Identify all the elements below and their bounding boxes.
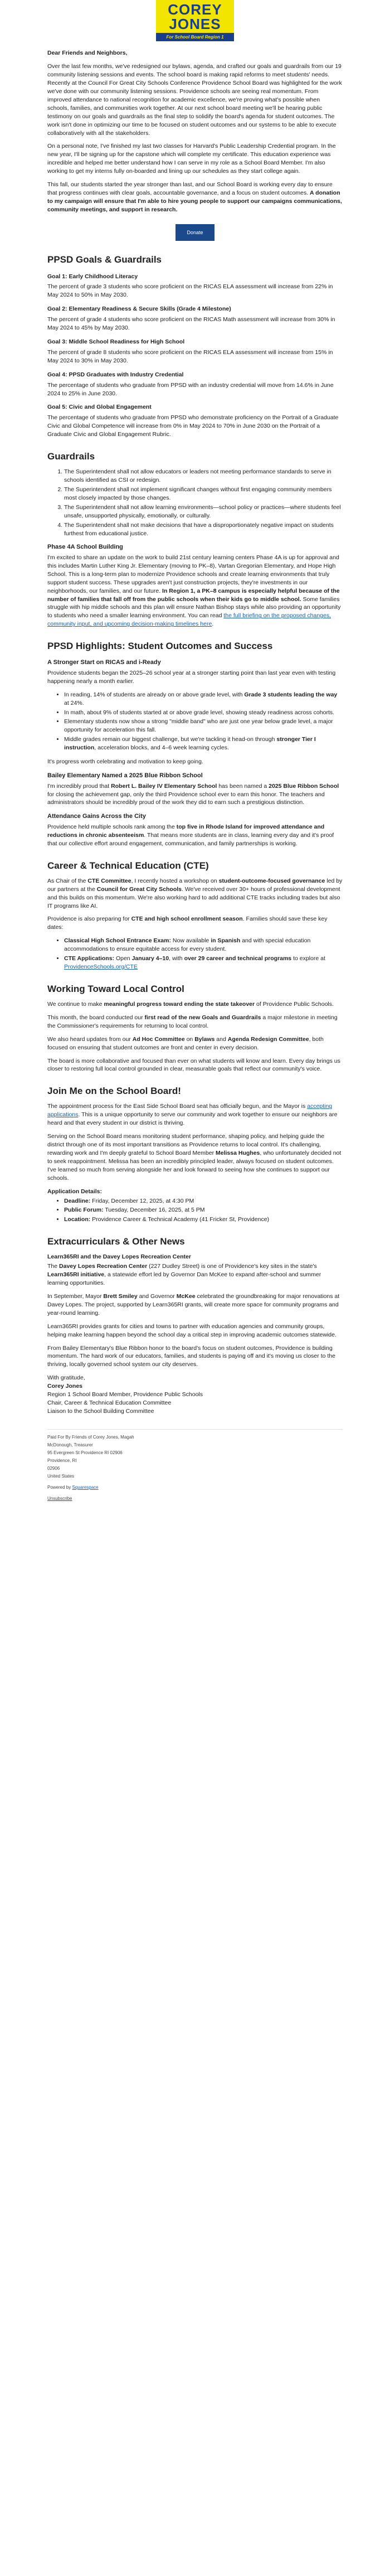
attendance-pre: Providence held multiple schools rank among the xyxy=(47,823,177,830)
cte-p2-post: . Families should save these key dates: xyxy=(47,916,328,931)
goal-text: The percent of grade 8 students who score proficient on the RICAS ELA assessment will increase from 15% in May 2024 to 30% in May 2030. xyxy=(47,348,333,364)
logo-name-bottom: JONES xyxy=(169,16,221,32)
goal-title: Goal 1: Early Childhood Literacy xyxy=(47,273,138,280)
extra-p1-bold-2: Learn365RI initiative xyxy=(47,1271,105,1279)
footer-city: Providence, RI xyxy=(47,1458,77,1463)
intro-3-text: This fall, our students started the year stronger than last, and our School Board is working every day to ensure that progress continues with clear goals, accountable governance, and a focus on student outcomes. xyxy=(47,181,333,196)
guardrails-heading: Guardrails xyxy=(47,451,95,462)
cte-p1-bold-1: CTE Committee xyxy=(87,877,131,884)
bailey-post: for closing the achievement gap, only the third Providence school ever to earn this honor. The teachers and administrators should be incredibly proud of the work they did to earn such a prestigious distinction. xyxy=(47,791,325,806)
local-p3-bold-2: Bylaws xyxy=(194,1035,215,1043)
cte-b2-label: CTE Applications: xyxy=(64,955,115,962)
cte-b2-pre: Open xyxy=(114,955,132,962)
cte-p1-pre: As Chair of the xyxy=(47,877,88,884)
extra-paragraph-2 xyxy=(47,1292,343,1318)
extra-p2-mid: and Governor xyxy=(137,1292,177,1300)
goal-title: Goal 3: Middle School Readiness for High School xyxy=(47,338,185,345)
ricas-close: It's progress worth celebrating and motivation to keep going. xyxy=(47,758,203,766)
goals-heading: PPSD Goals & Guardrails xyxy=(47,254,162,265)
footer-treasurer: McDonough, Treasurer xyxy=(47,1442,93,1447)
list-item xyxy=(64,937,343,953)
goal-title: Goal 5: Civic and Global Engagement xyxy=(47,404,152,411)
local-p3-bold-1: Ad Hoc Committee xyxy=(132,1035,185,1043)
detail-label: Deadline: xyxy=(64,1197,91,1204)
signature-name: Corey Jones xyxy=(47,1383,83,1390)
bailey-bold-1: Robert L. Bailey IV Elementary School xyxy=(111,782,217,790)
cte-b1-pre: Now available xyxy=(170,937,211,945)
cte-b2-bold: January 4–10 xyxy=(131,955,169,962)
cte-p1-post: . We've received over 30+ hours of professional development and this builds on this momentum. We're also working hard to add additional CTE tracks including trades but also IT programs like AI. xyxy=(47,885,340,909)
extra-paragraph-1 xyxy=(47,1262,343,1287)
attendance-post: . That means more students are in class, learning every day and it's proof that our collective effort around engagement, communication, and family partnerships is working. xyxy=(47,831,334,847)
ricas-b4-bold: stronger Tier I instruction xyxy=(64,736,316,752)
ricas-list xyxy=(47,691,343,752)
extracurriculars-heading: Extracurriculars & Other News xyxy=(47,1236,185,1247)
join-p1-pre: The appointment process for the East Side School Board seat has officially begun, and the Mayor is xyxy=(47,1103,308,1110)
footer-address: 95 Evergreen St Providence RI 02906 xyxy=(47,1450,123,1455)
signature-block xyxy=(47,1374,343,1416)
local-control-heading: Working Toward Local Control xyxy=(47,983,184,994)
extra-p1-pre: The xyxy=(47,1263,60,1270)
goal-3 xyxy=(47,338,343,365)
join-paragraph-2 xyxy=(47,1132,343,1182)
cte-link[interactable]: ProvidenceSchools.org/CTE xyxy=(64,963,138,970)
applications-link[interactable]: accepting applications xyxy=(47,1103,333,1118)
goal-title: Goal 2: Elementary Readiness & Secure Skills (Grade 4 Milestone) xyxy=(47,306,231,313)
logo-subtitle: For School Board Region 1 xyxy=(156,33,234,41)
ricas-heading: A Stronger Start on RICAS and i-Ready xyxy=(47,659,161,666)
local-p1-pre: We continue to make xyxy=(47,1000,104,1008)
join-p2-bold: Melissa Hughes xyxy=(216,1149,260,1156)
join-p1-post: . This is a unique opportunity to serve our community and work together to ensure our neighbors are heard and that every student in our district is thriving. xyxy=(47,1111,338,1127)
newsletter xyxy=(47,0,343,1502)
cte-paragraph-2 xyxy=(47,915,343,932)
cte-b1-label: Classical High School Entrance Exam: xyxy=(64,937,171,945)
intro-paragraph-3 xyxy=(47,181,343,214)
local-p3-bold-3: Agenda Redesign Committee xyxy=(227,1035,309,1043)
list-item xyxy=(64,735,343,752)
footer-powered xyxy=(47,1484,343,1491)
application-details-heading: Application Details: xyxy=(47,1188,103,1195)
goal-2 xyxy=(47,305,343,332)
list-item xyxy=(64,1206,343,1214)
donate-button[interactable]: Donate xyxy=(176,224,214,241)
phase-text-2: Some families struggle with hip middle schools and this plan will ensure Nathan Bishop stays while also providing an opportunity to students who need a smaller learning environment. You can read xyxy=(47,595,341,619)
ricas-b4-pre: Middle grades remain our biggest challenge, but we're tackling it head-on through xyxy=(64,736,277,743)
cte-p2-bold: CTE and high school enrollment season xyxy=(131,916,243,923)
list-item: • In math, about 9% of students started at or above grade level, showing steady readiness across cohorts. xyxy=(64,709,343,717)
list-item: 2. The Superintendent shall not implement significant changes without first engaging community members most closely impacted by those changes. xyxy=(64,486,343,502)
footer-unsubscribe xyxy=(47,1495,343,1502)
campaign-logo xyxy=(156,0,234,41)
local-p1-bold: meaningful progress toward ending the state takeover xyxy=(104,1000,255,1008)
detail-value: Tuesday, December 16, 2025, at 5 PM xyxy=(103,1207,205,1214)
goal-1 xyxy=(47,273,343,300)
local-paragraph-1 xyxy=(47,1000,343,1009)
signoff: With gratitude, xyxy=(47,1374,85,1382)
attendance-heading: Attendance Gains Across the City xyxy=(47,813,146,820)
local-paragraph-2 xyxy=(47,1014,343,1030)
goal-5 xyxy=(47,403,343,439)
briefing-link[interactable]: the full briefing on the proposed changes, community input, and upcoming decision-making timelines here xyxy=(47,612,332,628)
detail-label: Public Forum: xyxy=(64,1207,104,1214)
phase-text: I'm excited to share an update on the work to build 21st century learning centers Phase 4A is up for approval and this includes Martin Luther King Jr. Elementary (moving to PK–8), Vartan Gregorian Elementary, and Hope High School. This is a long-term plan to modernize Providence schools and create learning environments that truly support student success. These upgrades aren't just construction projects, they're investments in our neighborhoods, our families, and our future. xyxy=(47,554,339,594)
bailey-paragraph xyxy=(47,782,343,807)
signature-title: Chair, Career & Technical Education Committee xyxy=(47,1399,172,1406)
cte-dates-list xyxy=(47,937,343,971)
cte-b1-bold: in Spanish xyxy=(211,937,241,945)
list-item: 3. The Superintendent shall not allow learning environments—school policy or practices—where students feel unsafe, unsupported physically, emotionally, or culturally. xyxy=(64,503,343,520)
greeting: Dear Friends and Neighbors, xyxy=(47,50,128,57)
ricas-b1-post: at 24%. xyxy=(64,699,84,706)
footer-divider xyxy=(47,1429,343,1430)
local-paragraph-4: The board is more collaborative and focused than ever on what students will know and learn. Every day brings us closer to restoring full local control grounded in clear, measurable goals that reflect our community's voice. xyxy=(47,1057,340,1073)
extra-p2-bold-1: Brett Smiley xyxy=(103,1292,138,1300)
attendance-paragraph xyxy=(47,823,343,848)
list-item xyxy=(64,1197,343,1205)
goal-text: The percentage of students who graduate from PPSD with an industry credential will move from 14.6% in June 2024 to 25% in June 2030. xyxy=(47,381,334,397)
cte-heading: Career & Technical Education (CTE) xyxy=(47,860,209,871)
local-p3-post: , both focused on ensuring that student outcomes are front and center in every decision. xyxy=(47,1035,324,1051)
signature-title: Liaison to the School Building Committee xyxy=(47,1407,154,1415)
detail-value: Providence Career & Technical Academy (41 Fricker St, Providence) xyxy=(90,1216,270,1223)
detail-label: Location: xyxy=(64,1216,91,1223)
goal-text: The percent of grade 4 students who score proficient on the RICAS Math assessment will increase from 30% in May 2024 to 45% by May 2030. xyxy=(47,316,335,332)
application-details-list xyxy=(47,1197,343,1224)
list-item xyxy=(64,691,343,708)
logo-name-top: COREY xyxy=(168,1,222,18)
cte-p1-bold-2: student-outcome-focused governance xyxy=(218,877,325,884)
cte-p1-bold-3: Council for Great City Schools xyxy=(96,885,182,893)
ricas-intro: Providence students began the 2025–26 school year at a stronger starting point than last year even with testing happening nearly a month earlier. xyxy=(47,669,336,685)
cte-p1-mid-2: led by our partners at the xyxy=(47,877,343,893)
footer-zip: 02906 xyxy=(47,1465,60,1471)
ricas-b1-pre: In reading, 14% of students are already on or above grade level, with xyxy=(64,691,245,698)
local-p3-pre: We also heard updates from our xyxy=(47,1035,133,1043)
ricas-b1-bold: Grade 3 students leading the way xyxy=(244,691,338,698)
intro-paragraph-2: On a personal note, I've finished my last two classes for Harvard's Public Leadership Credential program. In the new year, I'll be signing up for the capstone which will complete my certificate. This education experience was incredible and helped me better understand how I can serve in my role as a School Board Member. I'm also working to get my interns fully on-boarded and lining up our schedules as they start college again. xyxy=(47,143,336,175)
cte-b2-post: to explore at xyxy=(291,955,325,962)
extra-p2-post: celebrated the groundbreaking for major renovations at Davey Lopes. The project, supported by Learn365RI grants, will create more space for community programs and year-round learning. xyxy=(47,1292,340,1316)
local-p2-post: a major milestone in meeting the Commissioner's requirements for returning to local control. xyxy=(47,1014,338,1029)
goal-4 xyxy=(47,371,343,398)
cte-b2-bold-2: over 29 career and technical programs xyxy=(184,955,292,962)
join-p2-pre: Serving on the School Board means monitoring student performance, shaping policy, and helping guide the district through one of its most important transitions as Providence returns to local control. It's challenging, rewarding work and I'm deeply grateful to School Board Member xyxy=(47,1133,325,1156)
unsubscribe-link[interactable]: Unsubscribe xyxy=(47,1495,72,1501)
attendance-bold: top five in Rhode Island for improved attendance and reductions in chronic absenteeism xyxy=(47,823,325,839)
extra-p1-bold-1: Davey Lopes Recreation Center xyxy=(59,1263,148,1270)
extra-p1-mid: (227 Dudley Street) is one of Providence's key sites in the state's xyxy=(147,1263,317,1270)
bailey-mid: has been named a xyxy=(217,782,269,790)
ricas-b4-post: , acceleration blocks, and 4–6 week learning cycles. xyxy=(94,744,229,752)
goal-text: The percentage of students who graduate from PPSD who demonstrate proficiency on the Portrait of a Graduate Civic and Global Competence will increase from 0% in May 2024 to 70% in June 2030 on the Portrait of a Graduate Civic and Global Engagement Rubric. xyxy=(47,414,339,438)
list-item: • Elementary students now show a strong "middle band" who are just one year below grade level, a major opportunity for acceleration this fall. xyxy=(64,718,343,734)
local-paragraph-3 xyxy=(47,1035,343,1052)
extra-p1-post: , a statewide effort led by Governor Dan McKee to expand after-school and summer learning opportunities. xyxy=(47,1271,321,1287)
local-p3-mid-2: and xyxy=(214,1035,228,1043)
extra-p2-bold-2: McKee xyxy=(176,1292,196,1300)
extra-paragraph-4: From Bailey Elementary's Blue Ribbon honor to the board's focus on student outcomes, Providence is building momentum. The hard work of our educators, families, and students is paying off and it's moving us closer to the thriving, locally governed school system our city deserves. xyxy=(47,1344,335,1368)
local-p2-pre: This month, the board conducted our xyxy=(47,1014,145,1021)
cte-b2-mid: , with xyxy=(169,955,184,962)
bailey-bold-2: 2025 Blue Ribbon School xyxy=(269,782,339,790)
list-item: 4. The Superintendent shall not make decisions that have a disproportionately negative impact on students furthest from educational justice. xyxy=(64,521,343,538)
footer-country: United States xyxy=(47,1473,75,1479)
highlights-heading: PPSD Highlights: Student Outcomes and Success xyxy=(47,641,273,652)
learn365-subheading: Learn365RI and the Davey Lopes Recreation Center xyxy=(47,1253,191,1261)
cte-b1-post: and with special education accommodations to ensure equitable access for every student. xyxy=(64,937,311,953)
guardrails-list xyxy=(47,468,343,538)
local-p3-mid: on xyxy=(184,1035,195,1043)
cte-p2-pre: Providence is also preparing for xyxy=(47,916,131,923)
extra-paragraph-3: Learn365RI provides grants for cities and towns to partner with education agencies and community groups, helping make learning happen beyond the school day a critical step in improving academic outcomes statewide. xyxy=(47,1323,337,1338)
list-item xyxy=(64,1216,343,1224)
cte-paragraph-1 xyxy=(47,877,343,911)
intro-3-bold: A donation to my campaign will ensure that I'm able to hire young people to support our campaigns communications, community meetings, and support in research. xyxy=(47,189,342,213)
bailey-pre: I'm incredibly proud that xyxy=(47,782,111,790)
join-p2-post: , who unfortunately decided not to seek reappointment. Melissa has been an incredibly principled leader, always focused on student outcomes. I've learned so much from serving alongside her and look forward to seeing how she continues to support our schools. xyxy=(47,1149,342,1182)
bailey-heading: Bailey Elementary Named a 2025 Blue Ribbon School xyxy=(47,772,203,779)
signature-title: Region 1 School Board Member, Providence Public Schools xyxy=(47,1391,203,1398)
goal-title: Goal 4: PPSD Graduates with Industry Credential xyxy=(47,371,184,378)
extra-p2-pre: In September, Mayor xyxy=(47,1292,104,1300)
local-p1-post: of Providence Public Schools. xyxy=(255,1000,334,1008)
phase-bold: In Region 1, a PK–8 campus is especially helpful because of the number of families that fall off from the public schools when their kids go to middle school. xyxy=(47,587,340,603)
cte-p1-mid: , I recently hosted a workshop on xyxy=(131,877,219,884)
join-heading: Join Me on the School Board! xyxy=(47,1086,181,1097)
join-paragraph-1 xyxy=(47,1102,343,1127)
squarespace-link[interactable]: Squarespace xyxy=(72,1484,99,1490)
list-item xyxy=(64,955,343,971)
phase-heading: Phase 4A School Building xyxy=(47,544,123,551)
list-item: 1. The Superintendent shall not allow educators or leaders not meeting performance standards to serve in schools identified as CSI or redesign. xyxy=(64,468,343,485)
powered-text: Powered by xyxy=(47,1484,72,1490)
detail-value: Friday, December 12, 2025, at 4:30 PM xyxy=(90,1197,194,1204)
phase-paragraph: I'm excited to share an update on the work to build 21st century learning centers Phase 4A is up for approval and this includes Martin Luther King Jr. Elementary (moving to PK–8), Vartan Gregorian Elementary, and Hope High School. This is a long-term plan to modernize Providence schools and create learning environments that truly support student success. These upgrades aren't just construction projects, they're investments in our neighborhoods, our families, and our future. In Region 1, a PK–8 campus is especially helpful because of the number of families that fall off from the public schools when their kids go to middle school. Some families struggle with hip middle schools and this plan will ensure Nathan Bishop stays while also providing an opportunity to students who need a smaller learning environment. You can read the full briefing on the proposed changes, community input, and upcoming decision-making timelines here. xyxy=(47,554,341,628)
goal-text: The percent of grade 3 students who score proficient on the RICAS ELA assessment will increase from 22% in May 2024 to 50% in May 2030. xyxy=(47,283,333,299)
intro-paragraph-1: Over the last few months, we've redesigned our bylaws, agenda, and crafted our goals and guardrails from our 19 community listening sessions and events. The school board is making rapid reforms to meet students' needs. Recently at the Council For Great City Schools Conference Providence School Board was highlighted for the work we've done with our community listening sessions. Providence schools are seeing real momentum. From improved attendance to national recognition for academic excellence, we're proving what's possible when schools, families, and communities work together. At our next school board meeting we'll be hearing public testimony on our goals and guardrails as the final step to solidify the board's agenda for student outcomes. The work isn't done in optimizing our time to be focused on student outcomes and our systems to be able to execute collaboratively with all the stakeholders. xyxy=(47,63,342,137)
footer xyxy=(47,1434,343,1502)
local-p2-bold: first read of the new Goals and Guardrails xyxy=(144,1014,261,1021)
footer-paid: Paid For By Friends of Corey Jones, Magah xyxy=(47,1434,134,1440)
